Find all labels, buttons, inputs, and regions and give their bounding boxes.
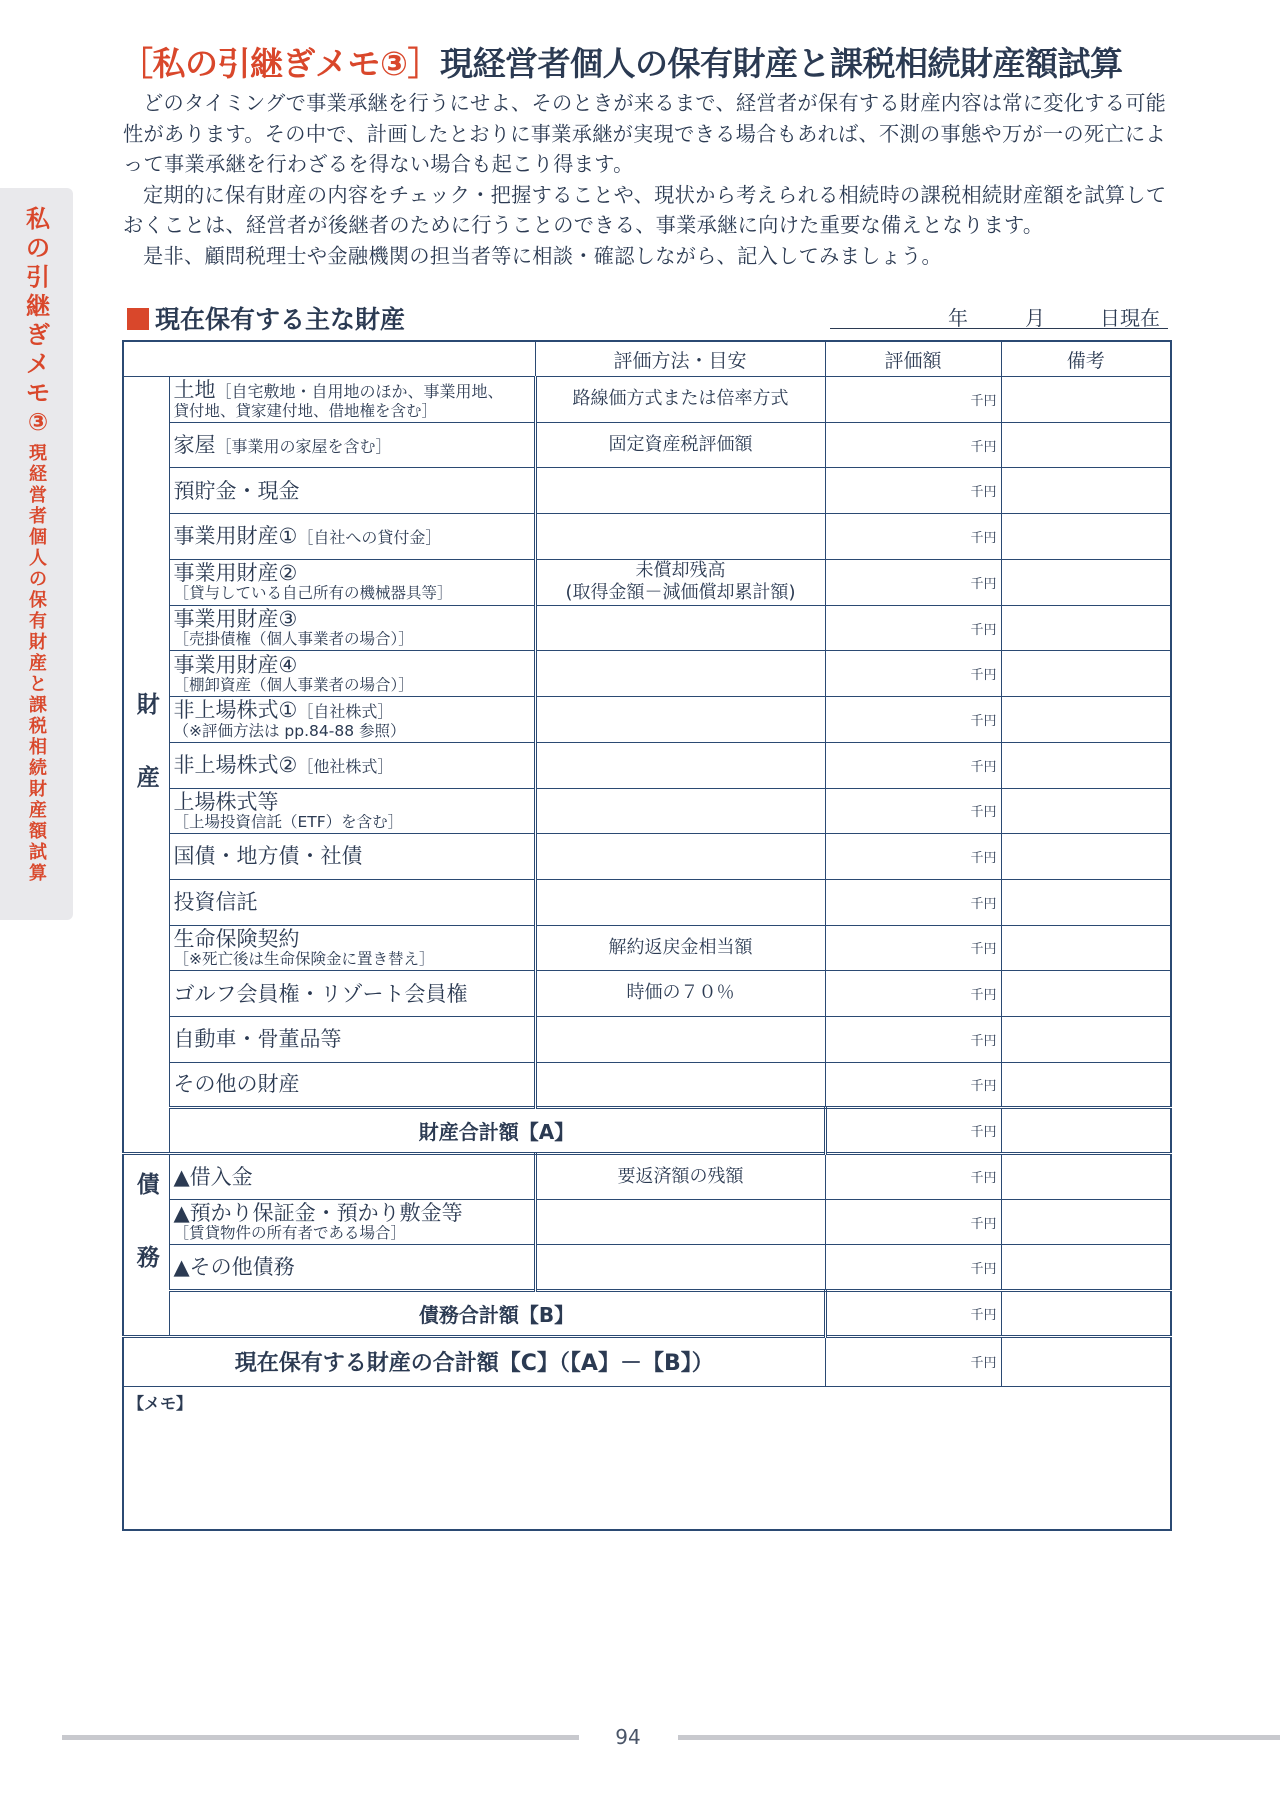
method-cell	[535, 697, 825, 743]
item-note: ［※死亡後は生命保険金に置き替え］	[173, 950, 435, 969]
notes-input-cell[interactable]	[1001, 651, 1171, 697]
notes-input-cell[interactable]	[1001, 834, 1171, 880]
method-text: 要返済額の残額	[617, 1165, 744, 1187]
item-label-cell	[169, 605, 535, 651]
method-text: 時価の７０％	[626, 982, 735, 1004]
item-name: ▲預かり保証金・預かり敷金等	[173, 1201, 463, 1226]
table-row	[123, 697, 1171, 743]
section-heading	[127, 300, 405, 336]
table-row	[123, 788, 1171, 834]
item-name: ゴルフ会員権・リゾート会員権	[173, 981, 468, 1006]
section-heading-label: 現在保有する主な財産	[155, 305, 406, 334]
side-tab-char: 引	[26, 263, 50, 291]
side-tab-char: 営	[29, 485, 47, 506]
side-tab-char: 財	[29, 632, 47, 653]
item-label-cell	[169, 697, 535, 743]
side-tab-char: 額	[29, 821, 47, 842]
notes-input-cell[interactable]	[1001, 1108, 1171, 1154]
method-cell	[535, 925, 825, 971]
value-input-cell[interactable]: 千円	[825, 1336, 1001, 1386]
value-input-cell[interactable]: 千円	[825, 559, 1001, 605]
item-label-cell	[169, 651, 535, 697]
item-name: 非上場株式①	[173, 698, 298, 723]
item-label-cell	[169, 1245, 535, 1291]
table-header-method: 評価方法・目安	[535, 341, 825, 377]
notes-input-cell[interactable]	[1001, 697, 1171, 743]
notes-input-cell[interactable]	[1001, 1336, 1171, 1386]
debts-total-label: 債務合計額【B】	[169, 1291, 825, 1337]
notes-input-cell[interactable]	[1001, 1016, 1171, 1062]
method-cell	[535, 1199, 825, 1245]
value-input-cell[interactable]: 千円	[825, 1154, 1001, 1200]
method-cell	[535, 559, 825, 605]
notes-input-cell[interactable]	[1001, 971, 1171, 1017]
side-tab-char: 人	[29, 548, 47, 569]
value-input-cell[interactable]: 千円	[825, 1199, 1001, 1245]
method-cell	[535, 468, 825, 514]
item-label-cell	[169, 559, 535, 605]
notes-input-cell[interactable]	[1001, 879, 1171, 925]
item-name: 事業用財産③	[173, 607, 298, 632]
item-name: 事業用財産②	[173, 561, 298, 586]
side-tab-char: 私	[26, 205, 50, 233]
method-text: 路線価方式または倍率方式	[572, 388, 789, 410]
item-label-cell	[169, 971, 535, 1017]
table-header-blank	[123, 341, 535, 377]
item-name: 預貯金・現金	[173, 478, 300, 503]
item-note: ［他社株式］	[297, 757, 394, 777]
item-label-cell	[169, 422, 535, 468]
table-row	[123, 1154, 1171, 1200]
item-name: 土地	[173, 378, 216, 403]
page-title-tag: ［私の引継ぎメモ③］	[120, 44, 440, 83]
method-cell	[535, 1016, 825, 1062]
table-row	[123, 559, 1171, 605]
value-input-cell[interactable]: 千円	[825, 925, 1001, 971]
page-number: 94	[615, 1725, 641, 1749]
asset-table	[122, 340, 1172, 1531]
side-tab-char: 課	[29, 695, 47, 716]
grand-total-row	[123, 1336, 1171, 1386]
square-bullet-icon	[127, 308, 149, 330]
method-cell	[535, 879, 825, 925]
notes-input-cell[interactable]	[1001, 1062, 1171, 1108]
value-input-cell[interactable]: 千円	[825, 971, 1001, 1017]
value-input-cell[interactable]: 千円	[825, 377, 1001, 423]
side-tab-char: 継	[26, 292, 50, 320]
intro-paragraph: どのタイミングで事業承継を行うにせよ、そのときが来るまで、経営者が保有する財産内容は常に変化する可能性があります。その中で、計画したとおりに事業承継が実現できる場合もあれば、不測の事態や万が一の死亡によって事業承継を行わざるを得ない場合も起こり得ます。	[123, 91, 1167, 176]
side-tab-char: 算	[29, 863, 47, 884]
table-row	[123, 742, 1171, 788]
side-tab-char: ぎ	[26, 321, 50, 349]
item-name: 非上場株式②	[173, 753, 298, 778]
item-label-cell	[169, 742, 535, 788]
side-tab-char: 続	[29, 758, 47, 779]
side-tab-char: 産	[29, 800, 47, 821]
item-name: ▲借入金	[173, 1164, 253, 1189]
value-input-cell[interactable]: 千円	[825, 879, 1001, 925]
value-input-cell[interactable]: 千円	[825, 422, 1001, 468]
date-month-label: 月	[1025, 306, 1045, 330]
method-cell	[535, 377, 825, 423]
value-input-cell[interactable]: 千円	[825, 605, 1001, 651]
item-note: ［自社への貸付金］	[297, 528, 442, 548]
date-day-label: 日現在	[1100, 306, 1160, 330]
item-name: ▲その他債務	[173, 1255, 295, 1280]
item-name: 事業用財産④	[173, 652, 298, 677]
notes-input-cell[interactable]	[1001, 514, 1171, 560]
side-tab-char: モ	[26, 379, 50, 407]
item-label-cell	[169, 925, 535, 971]
table-row	[123, 468, 1171, 514]
side-tab-char: 保	[29, 590, 47, 611]
side-tab-char: の	[29, 569, 47, 590]
intro-text	[123, 88, 1175, 271]
assets-total-row	[123, 1108, 1171, 1154]
item-label-cell	[169, 1062, 535, 1108]
side-tab-char: 個	[29, 527, 47, 548]
value-input-cell[interactable]: 千円	[825, 1108, 1001, 1154]
method-cell	[535, 605, 825, 651]
notes-input-cell[interactable]	[1001, 788, 1171, 834]
value-input-cell[interactable]: 千円	[825, 1291, 1001, 1337]
method-text: 解約返戻金相当額	[608, 936, 753, 958]
intro-paragraph: 是非、顧問税理士や金融機関の担当者等に相談・確認しながら、記入してみましょう。	[143, 243, 943, 268]
method-cell	[535, 971, 825, 1017]
notes-input-cell[interactable]	[1001, 1199, 1171, 1245]
notes-input-cell[interactable]	[1001, 1245, 1171, 1291]
value-input-cell[interactable]: 千円	[825, 697, 1001, 743]
notes-input-cell[interactable]	[1001, 1291, 1171, 1337]
notes-input-cell[interactable]	[1001, 468, 1171, 514]
item-label-cell	[169, 468, 535, 514]
item-name: 生命保険契約	[173, 926, 300, 951]
value-input-cell[interactable]: 千円	[825, 651, 1001, 697]
table-header-notes: 備考	[1001, 341, 1171, 377]
table-row	[123, 1199, 1171, 1245]
notes-input-cell[interactable]	[1001, 377, 1171, 423]
side-tab-char: の	[26, 234, 50, 262]
method-text: 固定資産税評価額	[608, 433, 753, 455]
date-field[interactable]	[830, 302, 1168, 329]
item-name: 投資信託	[173, 890, 258, 915]
item-label-cell	[169, 377, 535, 423]
item-label-cell	[169, 1199, 535, 1245]
notes-input-cell[interactable]	[1001, 742, 1171, 788]
method-cell	[535, 788, 825, 834]
table-row	[123, 925, 1171, 971]
grand-total-label: 現在保有する財産の合計額【C】（【A】－【B】）	[123, 1336, 825, 1386]
table-row	[123, 1245, 1171, 1291]
notes-input-cell[interactable]	[1001, 1154, 1171, 1200]
item-note: ［上場投資信託（ETF）を含む］	[173, 813, 404, 831]
table-header-value: 評価額	[825, 341, 1001, 377]
method-cell	[535, 1245, 825, 1291]
table-row	[123, 971, 1171, 1017]
table-row	[123, 514, 1171, 560]
memo-field[interactable]: 【メモ】	[123, 1386, 1171, 1530]
side-tab-char: 財	[29, 779, 47, 800]
value-input-cell[interactable]: 千円	[825, 514, 1001, 560]
page-title-main: 現経営者個人の保有財産と課税相続財産額試算	[439, 44, 1123, 83]
side-tab-sub-title	[22, 443, 54, 884]
notes-input-cell[interactable]	[1001, 925, 1171, 971]
item-note: ［自宅敷地・自用地のほか、事業用地、	[215, 382, 504, 402]
table-row	[123, 377, 1171, 423]
side-tab-char: メ	[26, 350, 50, 378]
item-note: （※評価方法は pp.84-88 参照）	[173, 721, 406, 740]
page-title	[120, 38, 1122, 85]
value-input-cell[interactable]: 千円	[825, 468, 1001, 514]
item-note: ［棚卸資産（個人事業者の場合）］	[173, 675, 414, 694]
assets-total-label: 財産合計額【A】	[169, 1108, 825, 1154]
table-row	[123, 651, 1171, 697]
value-input-cell[interactable]: 千円	[825, 788, 1001, 834]
method-cell	[535, 651, 825, 697]
table-row	[123, 879, 1171, 925]
memo-row	[123, 1386, 1171, 1530]
method-cell	[535, 742, 825, 788]
item-label-cell	[169, 1016, 535, 1062]
footer-rule-right	[678, 1735, 1280, 1740]
side-tab-text	[22, 205, 54, 884]
notes-input-cell[interactable]	[1001, 605, 1171, 651]
table-row	[123, 834, 1171, 880]
item-note: ［売掛債権（個人事業者の場合）］	[173, 630, 414, 649]
side-tab-char: と	[29, 674, 47, 695]
item-label-cell	[169, 834, 535, 880]
side-tab-char: 産	[29, 653, 47, 674]
item-note: 貸付地、貸家建付地、借地権を含む］	[173, 401, 438, 420]
method-cell	[535, 1154, 825, 1200]
item-note: ［貸与している自己所有の機械器具等］	[173, 584, 453, 603]
method-cell	[535, 422, 825, 468]
side-tab-char: 試	[29, 842, 47, 863]
item-note: ［事業用の家屋を含む］	[215, 436, 392, 456]
date-year-label: 年	[948, 306, 968, 330]
method-text: (取得金額－減価償却累計額)	[565, 582, 796, 604]
table-row	[123, 1016, 1171, 1062]
item-name: 事業用財産①	[173, 524, 298, 549]
debts-total-row	[123, 1291, 1171, 1337]
value-input-cell[interactable]: 千円	[825, 1016, 1001, 1062]
method-text: 未償却残高	[635, 559, 726, 581]
assets-category-label: 財産	[123, 377, 169, 1154]
side-tab-char: 経	[29, 464, 47, 485]
notes-input-cell[interactable]	[1001, 422, 1171, 468]
item-label-cell	[169, 514, 535, 560]
side-tab-char: 現	[29, 443, 47, 464]
item-name: 上場株式等	[173, 789, 279, 814]
intro-paragraph: 定期的に保有財産の内容をチェック・把握することや、現状から考えられる相続時の課税相続財産額を試算しておくことは、経営者が後継者のために行うことのできる、事業承継に向けた重要な備えとなります。	[123, 182, 1167, 237]
item-name: 家屋	[173, 432, 216, 457]
side-tab-char: 有	[29, 611, 47, 632]
table-row	[123, 605, 1171, 651]
notes-input-cell[interactable]	[1001, 559, 1171, 605]
side-tab-char: ③	[27, 408, 49, 436]
value-input-cell[interactable]: 千円	[825, 1245, 1001, 1291]
side-tab-char: 相	[29, 737, 47, 758]
item-label-cell	[169, 1154, 535, 1200]
item-label-cell	[169, 788, 535, 834]
table-row	[123, 1062, 1171, 1108]
side-tab-char: 者	[29, 506, 47, 527]
value-input-cell[interactable]: 千円	[825, 834, 1001, 880]
item-label-cell	[169, 879, 535, 925]
item-note: ［自社株式］	[297, 702, 394, 722]
side-tab-main-title	[22, 205, 54, 437]
item-name: 国債・地方債・社債	[173, 844, 363, 869]
table-header-row	[123, 341, 1171, 377]
method-cell	[535, 1062, 825, 1108]
item-name: 自動車・骨董品等	[173, 1027, 342, 1052]
table-row	[123, 422, 1171, 468]
debts-category-label: 債務	[123, 1154, 169, 1337]
item-name: その他の財産	[173, 1072, 300, 1097]
method-cell	[535, 834, 825, 880]
method-cell	[535, 514, 825, 560]
value-input-cell[interactable]: 千円	[825, 1062, 1001, 1108]
value-input-cell[interactable]: 千円	[825, 742, 1001, 788]
footer-rule-left	[62, 1735, 579, 1740]
item-note: ［賃貸物件の所有者である場合］	[173, 1224, 407, 1243]
side-tab-char: 税	[29, 716, 47, 737]
